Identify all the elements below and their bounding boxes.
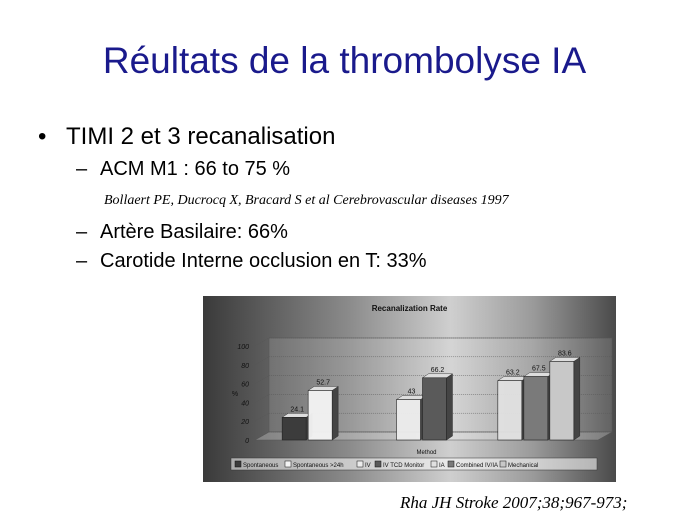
chart-bar xyxy=(282,417,306,440)
recanalization-chart xyxy=(203,296,616,482)
chart-data-label: 52.7 xyxy=(316,379,330,387)
chart-y-tick-label: 80 xyxy=(241,362,249,370)
sub-item-acm-text: ACM M1 : 66 to 75 % xyxy=(100,158,291,180)
chart-x-axis-label: Method xyxy=(416,450,437,456)
chart-y-tick-label: 100 xyxy=(237,344,249,351)
sub-item-carotide xyxy=(76,250,427,273)
chart-y-tick-label: 60 xyxy=(241,381,249,389)
chart-y-tick-label: 40 xyxy=(241,400,249,408)
chart-bar-side xyxy=(447,374,453,440)
bullet-item xyxy=(38,123,335,151)
chart-data-label: 63.2 xyxy=(506,369,520,377)
chart-bar-side xyxy=(574,357,580,440)
chart-legend-label: Spontaneous xyxy=(243,463,279,469)
chart-bar xyxy=(550,361,574,440)
chart-legend-swatch xyxy=(235,461,241,467)
chart-bar xyxy=(498,381,522,440)
chart-legend-swatch xyxy=(357,461,363,467)
chart-legend-swatch xyxy=(500,461,506,467)
chart-data-label: 43 xyxy=(407,388,416,396)
chart-data-label: 66.2 xyxy=(430,366,445,374)
chart-data-label: 24.1 xyxy=(290,406,304,414)
chart-legend-label: IV xyxy=(365,463,371,469)
chart-title: Recanalization Rate xyxy=(371,304,448,313)
chart-y-axis-label: % xyxy=(231,391,239,398)
chart-legend-swatch xyxy=(285,461,291,467)
dash-marker: – xyxy=(76,221,88,243)
chart-legend-swatch xyxy=(375,461,381,467)
chart-panel xyxy=(203,296,616,482)
sub-item-carotide-text: Carotide Interne occlusion en T: 33% xyxy=(100,250,427,272)
citation-rha: Rha JH Stroke 2007;38;967-973; xyxy=(400,493,628,512)
chart-bar-side xyxy=(332,386,338,440)
slide-title: Réultats de la thrombolyse IA xyxy=(102,40,587,81)
chart-data-label: 67.5 xyxy=(532,365,546,373)
chart-legend-label: Spontaneous >24h xyxy=(293,463,344,469)
chart-legend-swatch xyxy=(431,461,437,467)
dash-marker: – xyxy=(76,250,88,272)
chart-legend-label: Mechanical xyxy=(508,463,539,469)
chart-y-tick-label: 20 xyxy=(241,419,249,427)
bullet-marker: • xyxy=(38,123,47,150)
chart-y-tick-label: 0 xyxy=(245,438,249,445)
chart-data-label: 83.6 xyxy=(558,350,572,358)
citation-bollaert: Bollaert PE, Ducrocq X, Bracard S et al Cerebrovascular diseases 1997 xyxy=(104,193,509,208)
dash-marker: – xyxy=(76,158,88,180)
chart-legend-label: Combined IV/IA xyxy=(456,463,499,469)
chart-bar xyxy=(397,400,421,440)
chart-bar xyxy=(308,390,332,440)
chart-legend-label: IA xyxy=(439,463,445,469)
chart-legend-label: IV TCD Monitor xyxy=(383,463,425,469)
chart-bar xyxy=(423,378,447,440)
sub-item-basilaire xyxy=(76,221,288,244)
bullet-text: TIMI 2 et 3 recanalisation xyxy=(66,123,336,150)
sub-item-basilaire-text: Artère Basilaire: 66% xyxy=(100,221,288,243)
chart-bar xyxy=(524,377,548,440)
sub-item-acm xyxy=(76,158,290,181)
chart-legend-swatch xyxy=(448,461,454,467)
